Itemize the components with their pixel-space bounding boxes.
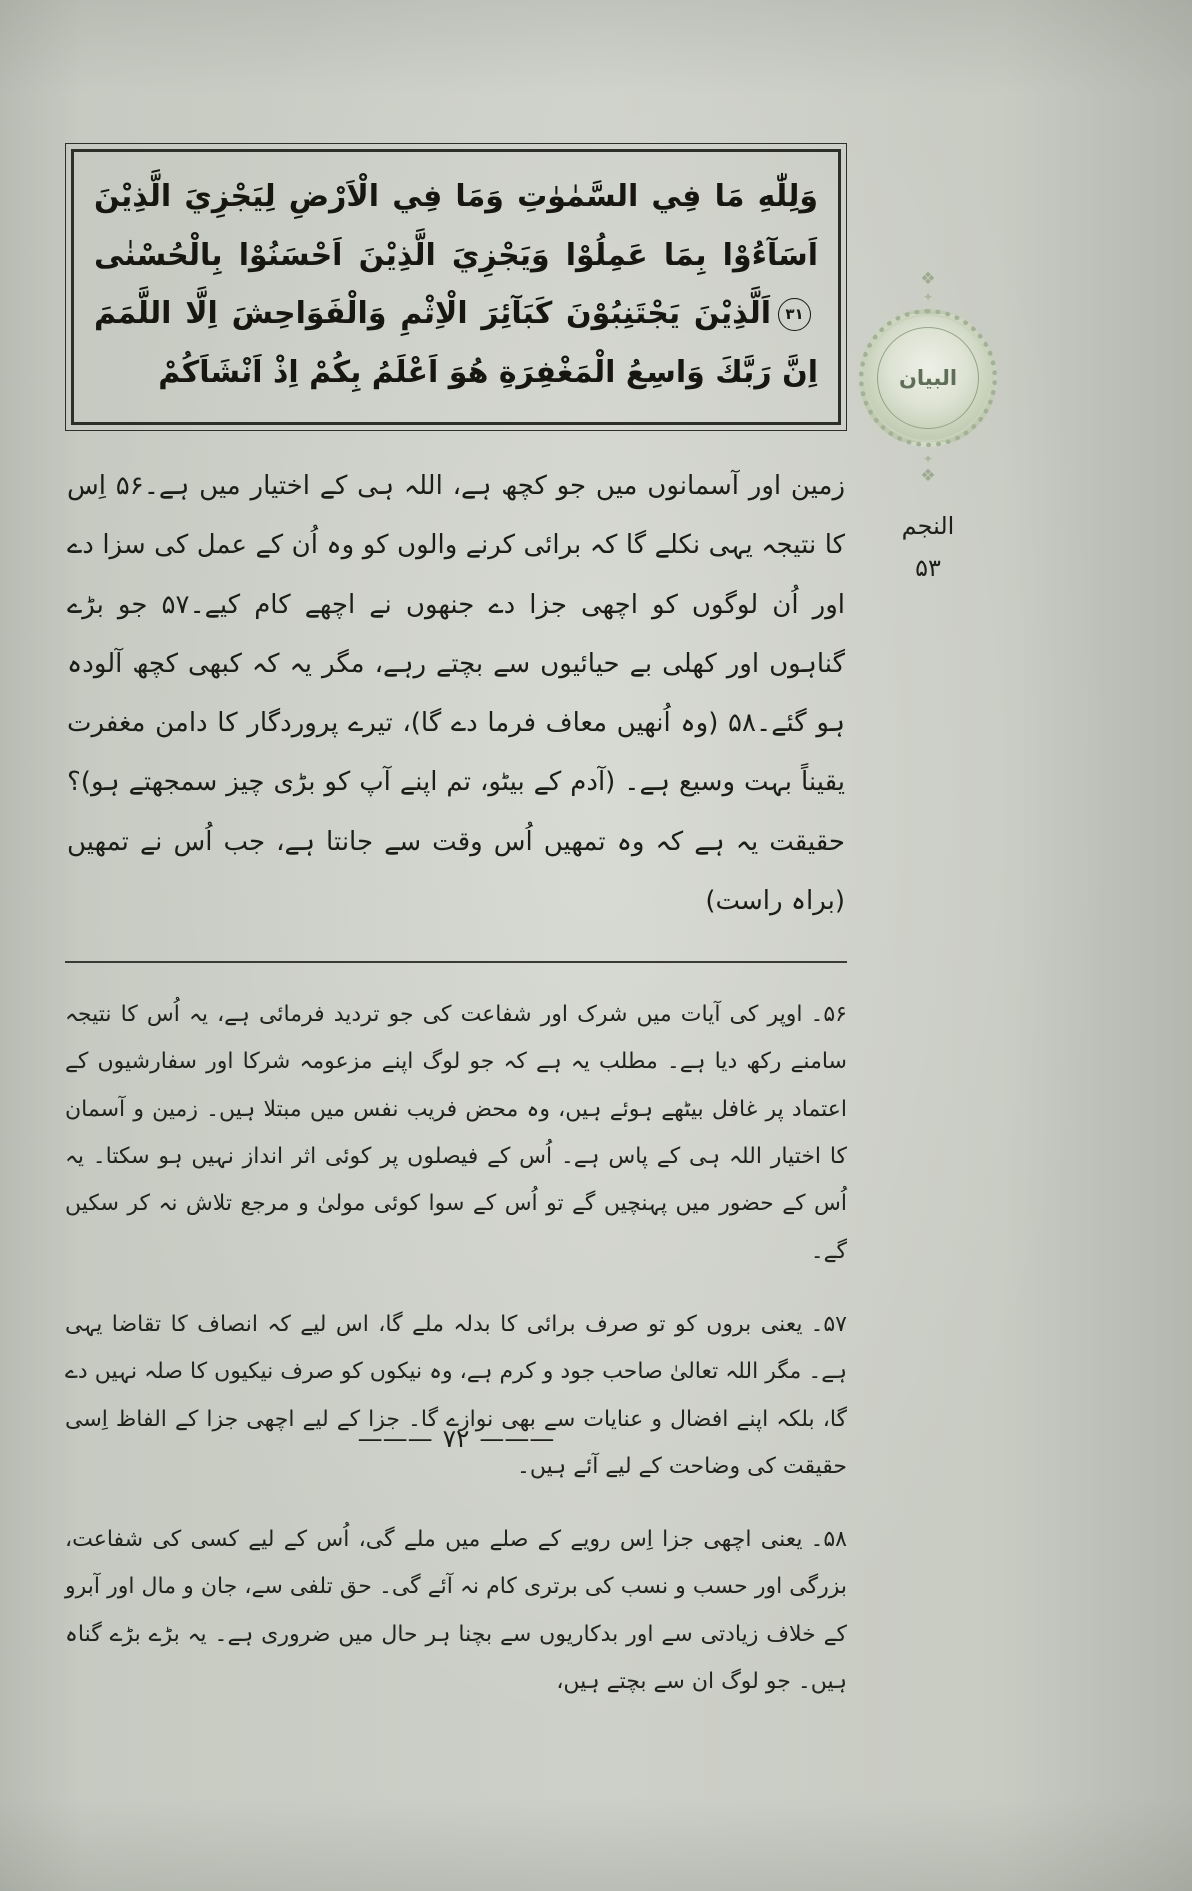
quran-verse-text — [94, 168, 818, 402]
footer-dash-left: ——— — [357, 1424, 433, 1453]
footnote-56-text: اوپر کی آیات میں شرک اور شفاعت کی جو تردید فرمائی ہے، یہ اُس کا نتیجہ سامنے رکھ دیا ہے۔ مطلب یہ ہے کہ جو لوگ اپنے مزعومہ شرکا اور سفارشیوں کے اعتماد پر غافل بیٹھے ہوئے ہیں، وہ محض فریب نفس میں مبتلا ہیں۔ زمین و آسمان کا اختیار اللہ ہی کے پاس ہے۔ اُس کے فیصلوں پر کوئی اثر انداز نہیں ہو سکتا۔ یہ اُس کے حضور میں پہنچیں گے تو اُس کے سوا کوئی مولیٰ و مرجع تلاش نہ کر سکیں گے۔ — [65, 1002, 847, 1264]
footnote-divider — [65, 961, 847, 963]
page-number: ۷۲ — [442, 1424, 470, 1453]
ornament-bottom-star-icon: ✦ — [922, 452, 934, 466]
book-seal-title: البیان — [898, 366, 958, 390]
ornament-top-diamond-icon: ❖ — [920, 269, 936, 289]
ayah-number-marker: ۳۱ — [778, 298, 811, 331]
footer-dash-right: ——— — [479, 1424, 555, 1453]
footnotes-section — [65, 991, 847, 1705]
text-column — [65, 143, 847, 1731]
footnote-58-text: یعنی اچھی جزا اِس رویے کے صلے میں ملے گی، اُس کے لیے کسی کی شفاعت، بزرگی اور حسب و نسب کی برتری کام نہ آئے گی۔ حق تلفی سے، جان و مال اور آبرو کے خلاف زیادتی سے اور بدکاریوں سے بچنا ہر حال میں ضروری ہے۔ یہ بڑے بڑے گناہ ہیں۔ جو لوگ ان سے بچتے ہیں، — [65, 1527, 847, 1694]
footnote-58 — [65, 1516, 847, 1705]
quran-verse-frame-inner — [71, 149, 841, 425]
surah-name: النجم — [901, 512, 955, 540]
margin-ornament-column — [848, 268, 1008, 589]
urdu-translation: زمین اور آسمانوں میں جو کچھ ہے، اللہ ہی کے اختیار میں ہے۔۵۶ اِس کا نتیجہ یہی نکلے گا کہ برائی کرنے والوں کو وہ اُن کے عمل کی سزا دے اور اُن لوگوں کو اچھی جزا دے جنھوں نے اچھے کام کیے۔۵۷ جو بڑے گناہوں اور کھلی بے حیائیوں سے بچتے رہے، مگر یہ کہ کبھی کچھ آلودہ ہو گئے۔۵۸ (وہ اُنھیں معاف فرما دے گا)، تیرے پروردگار کا دامن مغفرت یقیناً بہت وسیع ہے۔ (آدم کے بیٹو، تم اپنے آپ کو بڑی چیز سمجھتے ہو)؟ حقیقت یہ ہے کہ وہ تمھیں اُس وقت سے جانتا ہے، جب اُس نے تمھیں (براہ راست) — [67, 471, 845, 916]
ornament-bottom-diamond-icon: ❖ — [920, 466, 936, 486]
footnote-56-number: ۵۶۔ — [810, 1002, 847, 1028]
book-seal-medallion — [859, 309, 997, 447]
surah-number: ۵۳ — [915, 554, 941, 582]
ornament-top-star-icon: ✦ — [922, 290, 934, 304]
quran-verse-frame — [65, 143, 847, 431]
surah-info — [848, 505, 1008, 589]
footnote-58-number: ۵۸۔ — [810, 1527, 847, 1553]
page-footer — [65, 1424, 847, 1453]
footnote-57-number: ۵۷۔ — [810, 1311, 847, 1337]
footnote-56 — [65, 991, 847, 1275]
footnote-57-text: یعنی بروں کو تو صرف برائی کا بدلہ ملے گا، اس لیے کہ انصاف کا تقاضا یہی ہے۔ مگر اللہ تعالیٰ صاحب جود و کرم ہے، وہ نیکوں کو صرف نیکیوں کا صلہ نہیں دے گا، بلکہ اپنے افضال و عنایات سے بھی نوازے گا۔ جزا کے لیے اچھی جزا کے الفاظ اِسی حقیقت کی وضاحت کے لیے آئے ہیں۔ — [65, 1311, 847, 1479]
quran-verse-part1: وَلِلّٰهِ مَا فِي السَّمٰوٰتِ وَمَا فِي الْاَرْضِ لِيَجْزِيَ الَّذِيْنَ اَسَآءُوْا بِمَا عَمِلُوْا وَيَجْزِيَ الَّذِيْنَ اَحْسَنُوْا بِالْحُسْنٰى — [94, 179, 818, 273]
quran-verse-part2: اَلَّذِيْنَ يَجْتَنِبُوْنَ كَبَآئِرَ الْاِثْمِ وَالْفَوَاحِشَ اِلَّا اللَّمَمَ اِنَّ رَبَّكَ وَاسِعُ الْمَغْفِرَةِ هُوَ اَعْلَمُ بِكُمْ اِذْ اَنْشَاَكُمْ — [94, 296, 818, 390]
footnote-57 — [65, 1301, 847, 1490]
